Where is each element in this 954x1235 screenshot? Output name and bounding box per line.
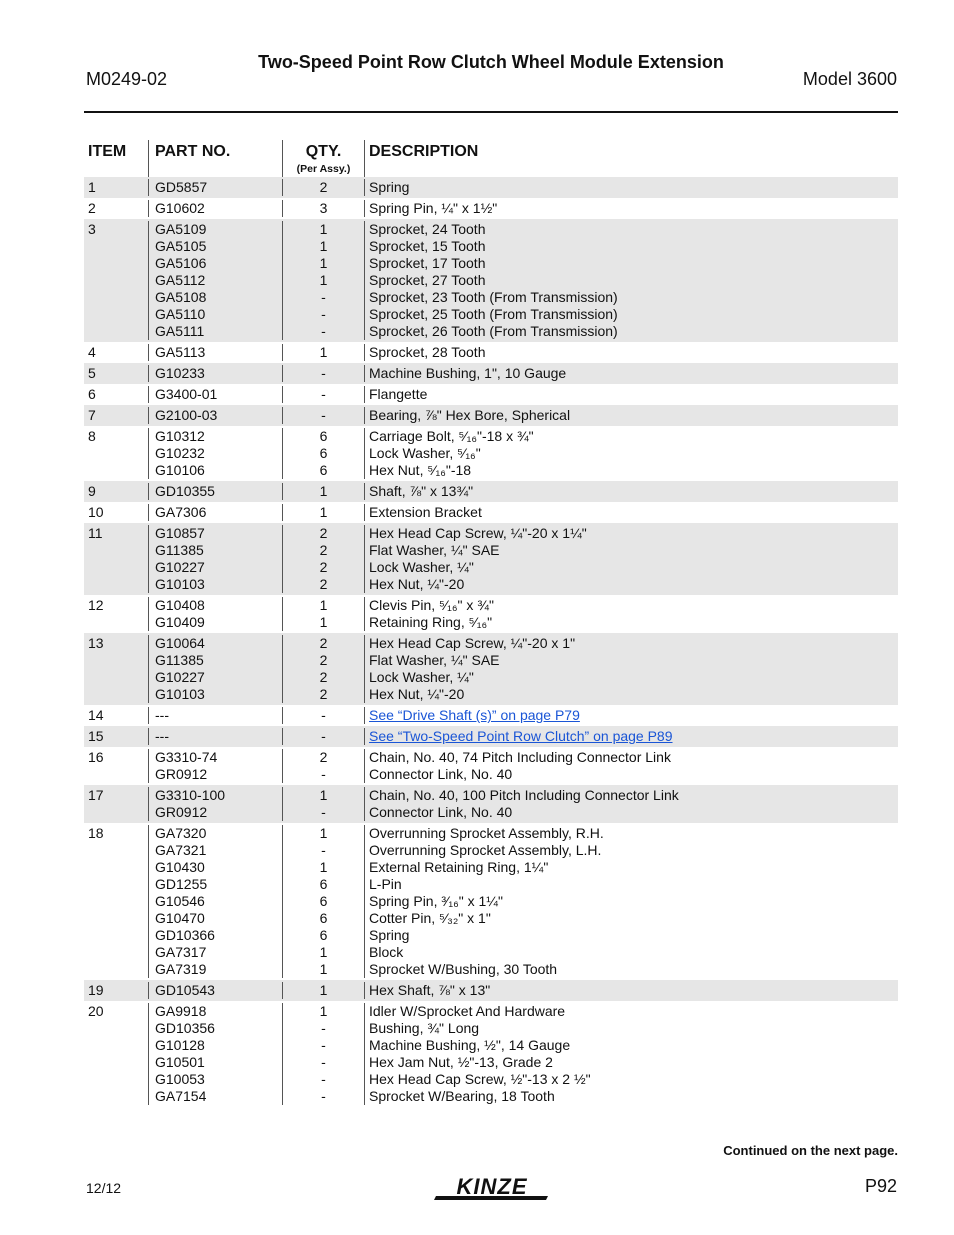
part-number: GA7319 xyxy=(155,961,207,977)
description: Bushing, ¾" Long xyxy=(369,1020,480,1036)
part-number: GA5112 xyxy=(155,272,206,288)
part-number: G11385 xyxy=(155,542,204,558)
qty-cell xyxy=(282,221,364,340)
part-number: GA9918 xyxy=(155,1003,207,1019)
description-cell xyxy=(364,825,898,978)
header-rule xyxy=(84,111,898,113)
part-number: G10128 xyxy=(155,1037,205,1053)
part-number: G10106 xyxy=(155,462,205,478)
qty-cell xyxy=(282,365,364,382)
col-item-header: ITEM xyxy=(88,143,127,160)
quantity: 1 xyxy=(319,238,328,254)
part-number: G10602 xyxy=(155,200,205,216)
part-number: GR0912 xyxy=(155,766,208,782)
qty-cell xyxy=(282,728,364,745)
description: Sprocket, 27 Tooth xyxy=(369,272,486,288)
description: Overrunning Sprocket Assembly, R.H. xyxy=(369,825,604,841)
part-number: G10064 xyxy=(155,635,205,651)
col-qty-header xyxy=(282,140,364,177)
part-number: GR0912 xyxy=(155,804,208,820)
description: Hex Nut, ⁵⁄₁₆"-18 xyxy=(369,462,472,478)
quantity: - xyxy=(321,1020,326,1036)
qty-cell xyxy=(282,825,364,978)
item-number: 13 xyxy=(88,635,104,651)
description-cell xyxy=(364,428,898,479)
description: Sprocket W/Bushing, 30 Tooth xyxy=(369,961,558,977)
cross-reference-link[interactable]: See “Two-Speed Point Row Clutch” on page P89 xyxy=(369,728,673,744)
description: Carriage Bolt, ⁵⁄₁₆"-18 x ¾" xyxy=(369,428,534,444)
item-number: 15 xyxy=(88,728,104,744)
description: Bearing, ⅞" Hex Bore, Spherical xyxy=(369,407,571,423)
part-number: GA5108 xyxy=(155,289,207,305)
table-row xyxy=(84,726,898,747)
quantity: 6 xyxy=(319,910,328,926)
description: Chain, No. 40, 74 Pitch Including Connector Link xyxy=(369,749,671,765)
part-number: G10312 xyxy=(155,428,205,444)
quantity: 1 xyxy=(319,1003,328,1019)
part-cell xyxy=(148,749,282,783)
quantity: 2 xyxy=(319,686,328,702)
part-number: GA7321 xyxy=(155,842,207,858)
part-number: GA7154 xyxy=(155,1088,207,1104)
quantity: - xyxy=(321,386,326,402)
description: Extension Bracket xyxy=(369,504,482,520)
description: Spring Pin, ³⁄₁₆" x 1¼" xyxy=(369,893,503,909)
description: Hex Head Cap Screw, ¼"-20 x 1" xyxy=(369,635,576,651)
part-number: GA7306 xyxy=(155,504,207,520)
table-body xyxy=(84,177,898,1107)
item-number: 20 xyxy=(88,1003,104,1019)
description-cell xyxy=(364,525,898,593)
part-number: G10053 xyxy=(155,1071,205,1087)
table-row xyxy=(84,198,898,219)
part-number: G10408 xyxy=(155,597,205,613)
item-number: 18 xyxy=(88,825,104,841)
part-number: G10233 xyxy=(155,365,205,381)
qty-cell xyxy=(282,386,364,403)
description: L-Pin xyxy=(369,876,402,892)
table-row xyxy=(84,363,898,384)
qty-cell xyxy=(282,344,364,361)
quantity: - xyxy=(321,728,326,744)
quantity: 2 xyxy=(319,576,328,592)
model-name: Model 3600 xyxy=(802,69,897,89)
quantity: 6 xyxy=(319,876,328,892)
part-number: G3400-01 xyxy=(155,386,218,402)
kinze-logo xyxy=(432,1174,552,1206)
footer-date: 12/12 xyxy=(86,1180,122,1196)
logo-wordmark: KINZE xyxy=(456,1174,528,1199)
quantity: - xyxy=(321,1088,326,1104)
description: Hex Head Cap Screw, ½"-13 x 2 ½" xyxy=(369,1071,591,1087)
description: Sprocket, 25 Tooth (From Transmission) xyxy=(369,306,618,322)
quantity: - xyxy=(321,289,326,305)
table-row xyxy=(84,980,898,1001)
parts-table xyxy=(84,140,898,1107)
col-desc-header: DESCRIPTION xyxy=(364,140,898,177)
quantity: 1 xyxy=(319,221,328,237)
quantity: - xyxy=(321,842,326,858)
table-row xyxy=(84,481,898,502)
qty-cell xyxy=(282,707,364,724)
description: External Retaining Ring, 1¼" xyxy=(369,859,549,875)
item-number: 1 xyxy=(88,179,96,195)
description-cell xyxy=(364,179,898,196)
quantity: 1 xyxy=(319,597,328,613)
item-number: 4 xyxy=(88,344,96,360)
description: Sprocket, 26 Tooth (From Transmission) xyxy=(369,323,618,339)
quantity: - xyxy=(321,407,326,423)
description: Spring xyxy=(369,927,410,943)
qty-cell xyxy=(282,483,364,500)
description: Hex Jam Nut, ½"-13, Grade 2 xyxy=(369,1054,553,1070)
quantity: 6 xyxy=(319,445,328,461)
page-number: P92 xyxy=(864,1176,897,1196)
item-number: 6 xyxy=(88,386,96,402)
description: Hex Head Cap Screw, ¼"-20 x 1¼" xyxy=(369,525,587,541)
description: Spring xyxy=(369,179,410,195)
description-cell xyxy=(364,386,898,403)
part-number: G10546 xyxy=(155,893,205,909)
qty-cell xyxy=(282,982,364,999)
quantity: 2 xyxy=(319,179,328,195)
description: Chain, No. 40, 100 Pitch Including Connector Link xyxy=(369,787,679,803)
description: Connector Link, No. 40 xyxy=(369,804,513,820)
part-number: GA5111 xyxy=(155,323,205,339)
description-cell xyxy=(364,635,898,703)
part-number: GD10355 xyxy=(155,483,215,499)
quantity: 6 xyxy=(319,927,328,943)
description-cell xyxy=(364,728,898,745)
description: Cotter Pin, ⁵⁄₃₂" x 1" xyxy=(369,910,491,926)
item-number: 11 xyxy=(88,525,103,541)
part-number: GD10356 xyxy=(155,1020,215,1036)
part-number: G10103 xyxy=(155,576,205,592)
col-part-header: PART NO. xyxy=(148,140,282,177)
item-number: 16 xyxy=(88,749,104,765)
description-cell xyxy=(364,407,898,424)
quantity: 1 xyxy=(319,344,328,360)
qty-cell xyxy=(282,504,364,521)
part-cell xyxy=(148,200,282,217)
description: Flat Washer, ¼" SAE xyxy=(369,542,500,558)
part-cell xyxy=(148,787,282,821)
part-number: GD1255 xyxy=(155,876,208,892)
quantity: 1 xyxy=(319,859,328,875)
item-number: 3 xyxy=(88,221,96,237)
quantity: 2 xyxy=(319,669,328,685)
item-number: 2 xyxy=(88,200,96,216)
part-number: GA5106 xyxy=(155,255,207,271)
quantity: 2 xyxy=(319,635,328,651)
qty-cell xyxy=(282,525,364,593)
table-row xyxy=(84,219,898,342)
description: Sprocket, 24 Tooth xyxy=(369,221,486,237)
description: Clevis Pin, ⁵⁄₁₆" x ¾" xyxy=(369,597,494,613)
description: Sprocket, 28 Tooth xyxy=(369,344,486,360)
quantity: 1 xyxy=(319,961,328,977)
part-cell xyxy=(148,179,282,196)
part-number: G10103 xyxy=(155,686,205,702)
qty-cell xyxy=(282,787,364,821)
part-number: GA5109 xyxy=(155,221,207,237)
qty-header-sub: (Per Assy.) xyxy=(296,163,351,175)
description-cell xyxy=(364,1003,898,1105)
quantity: - xyxy=(321,306,326,322)
part-cell xyxy=(148,728,282,745)
description-cell xyxy=(364,344,898,361)
table-row xyxy=(84,405,898,426)
quantity: 2 xyxy=(319,542,328,558)
part-cell xyxy=(148,982,282,999)
quantity: 1 xyxy=(319,483,328,499)
part-cell xyxy=(148,635,282,703)
item-number: 12 xyxy=(88,597,104,613)
description-cell xyxy=(364,221,898,340)
table-row xyxy=(84,633,898,705)
description: Shaft, ⅞" x 13¾" xyxy=(369,483,474,499)
quantity: 1 xyxy=(319,614,328,630)
quantity: 1 xyxy=(319,787,328,803)
description: Hex Shaft, ⅞" x 13" xyxy=(369,982,491,998)
quantity: 6 xyxy=(319,462,328,478)
quantity: 2 xyxy=(319,525,328,541)
part-number: G3310-74 xyxy=(155,749,218,765)
description: Flangette xyxy=(369,386,428,402)
cross-reference-link[interactable]: See “Drive Shaft (s)” on page P79 xyxy=(369,707,580,723)
description: Flat Washer, ¼" SAE xyxy=(369,652,500,668)
part-number: GD5857 xyxy=(155,179,208,195)
qty-cell xyxy=(282,407,364,424)
description-cell xyxy=(364,707,898,724)
quantity: 2 xyxy=(319,652,328,668)
table-row xyxy=(84,747,898,785)
part-number: GA5105 xyxy=(155,238,207,254)
description: Hex Nut, ¼"-20 xyxy=(369,576,465,592)
table-row xyxy=(84,1001,898,1107)
quantity: 1 xyxy=(319,272,328,288)
description-cell xyxy=(364,749,898,783)
description-cell xyxy=(364,504,898,521)
part-cell xyxy=(148,344,282,361)
description: Sprocket, 17 Tooth xyxy=(369,255,486,271)
part-number: GA7320 xyxy=(155,825,207,841)
description: Overrunning Sprocket Assembly, L.H. xyxy=(369,842,602,858)
table-row xyxy=(84,384,898,405)
quantity: - xyxy=(321,365,326,381)
part-number: G10232 xyxy=(155,445,205,461)
table-row xyxy=(84,823,898,980)
part-cell xyxy=(148,525,282,593)
page-title: Two-Speed Point Row Clutch Wheel Module Extension xyxy=(258,52,724,72)
quantity: - xyxy=(321,323,326,339)
description-cell xyxy=(364,200,898,217)
quantity: - xyxy=(321,707,326,723)
quantity: - xyxy=(321,1071,326,1087)
quantity: - xyxy=(321,1054,326,1070)
part-number: G10857 xyxy=(155,525,205,541)
description: Block xyxy=(369,944,404,960)
part-number: GA7317 xyxy=(155,944,207,960)
part-number: G10227 xyxy=(155,559,205,575)
part-number: G10501 xyxy=(155,1054,205,1070)
part-number: --- xyxy=(155,707,169,723)
part-cell xyxy=(148,386,282,403)
quantity: 3 xyxy=(319,200,328,216)
part-number: G10227 xyxy=(155,669,205,685)
part-cell xyxy=(148,221,282,340)
part-cell xyxy=(148,365,282,382)
quantity: - xyxy=(321,766,326,782)
part-cell xyxy=(148,407,282,424)
part-number: G10430 xyxy=(155,859,205,875)
description: Sprocket, 23 Tooth (From Transmission) xyxy=(369,289,618,305)
description: Spring Pin, ¼" x 1½" xyxy=(369,200,498,216)
description: Lock Washer, ⁵⁄₁₆" xyxy=(369,445,481,461)
qty-header-label: QTY. xyxy=(305,143,342,160)
description: Lock Washer, ¼" xyxy=(369,669,474,685)
part-cell xyxy=(148,1003,282,1105)
part-number: G3310-100 xyxy=(155,787,226,803)
table-row xyxy=(84,595,898,633)
qty-cell xyxy=(282,635,364,703)
qty-cell xyxy=(282,1003,364,1105)
quantity: 2 xyxy=(319,749,328,765)
description: Connector Link, No. 40 xyxy=(369,766,513,782)
description: Retaining Ring, ⁵⁄₁₆" xyxy=(369,614,493,630)
part-cell xyxy=(148,483,282,500)
description-cell xyxy=(364,483,898,500)
part-cell xyxy=(148,428,282,479)
table-row xyxy=(84,426,898,481)
table-row xyxy=(84,502,898,523)
description: Machine Bushing, 1", 10 Gauge xyxy=(369,365,567,381)
part-number: GD10366 xyxy=(155,927,215,943)
quantity: 1 xyxy=(319,982,328,998)
part-number: --- xyxy=(155,728,169,744)
item-number: 14 xyxy=(88,707,104,723)
item-number: 17 xyxy=(88,787,104,803)
part-number: G10470 xyxy=(155,910,205,926)
item-number: 9 xyxy=(88,483,96,499)
quantity: 6 xyxy=(319,428,328,444)
table-row xyxy=(84,342,898,363)
part-cell xyxy=(148,504,282,521)
quantity: 2 xyxy=(319,559,328,575)
quantity: 6 xyxy=(319,893,328,909)
part-number: G11385 xyxy=(155,652,204,668)
description: Lock Washer, ¼" xyxy=(369,559,474,575)
quantity: 1 xyxy=(319,504,328,520)
quantity: - xyxy=(321,804,326,820)
description: Hex Nut, ¼"-20 xyxy=(369,686,465,702)
quantity: 1 xyxy=(319,255,328,271)
qty-cell xyxy=(282,200,364,217)
part-number: GA5113 xyxy=(155,344,206,360)
description-cell xyxy=(364,597,898,631)
part-number: GA5110 xyxy=(155,306,206,322)
item-number: 8 xyxy=(88,428,96,444)
part-number: G10409 xyxy=(155,614,205,630)
quantity: 1 xyxy=(319,825,328,841)
item-number: 10 xyxy=(88,504,104,520)
continued-note: Continued on the next page. xyxy=(723,1143,898,1158)
item-number: 5 xyxy=(88,365,96,381)
table-row xyxy=(84,177,898,198)
description-cell xyxy=(364,982,898,999)
part-cell xyxy=(148,707,282,724)
description: Machine Bushing, ½", 14 Gauge xyxy=(369,1037,571,1053)
qty-cell xyxy=(282,749,364,783)
part-cell xyxy=(148,825,282,978)
table-row xyxy=(84,705,898,726)
table-row xyxy=(84,785,898,823)
item-number: 7 xyxy=(88,407,96,423)
quantity: - xyxy=(321,1037,326,1053)
qty-cell xyxy=(282,179,364,196)
description: Sprocket W/Bearing, 18 Tooth xyxy=(369,1088,555,1104)
qty-cell xyxy=(282,597,364,631)
part-number: G2100-03 xyxy=(155,407,218,423)
document-number: M0249-02 xyxy=(86,69,168,89)
quantity: 1 xyxy=(319,944,328,960)
description-cell xyxy=(364,365,898,382)
table-row xyxy=(84,523,898,595)
qty-cell xyxy=(282,428,364,479)
table-header xyxy=(84,140,898,177)
part-number: GD10543 xyxy=(155,982,215,998)
description: Sprocket, 15 Tooth xyxy=(369,238,486,254)
description-cell xyxy=(364,787,898,821)
part-cell xyxy=(148,597,282,631)
description: Idler W/Sprocket And Hardware xyxy=(369,1003,566,1019)
item-number: 19 xyxy=(88,982,104,998)
